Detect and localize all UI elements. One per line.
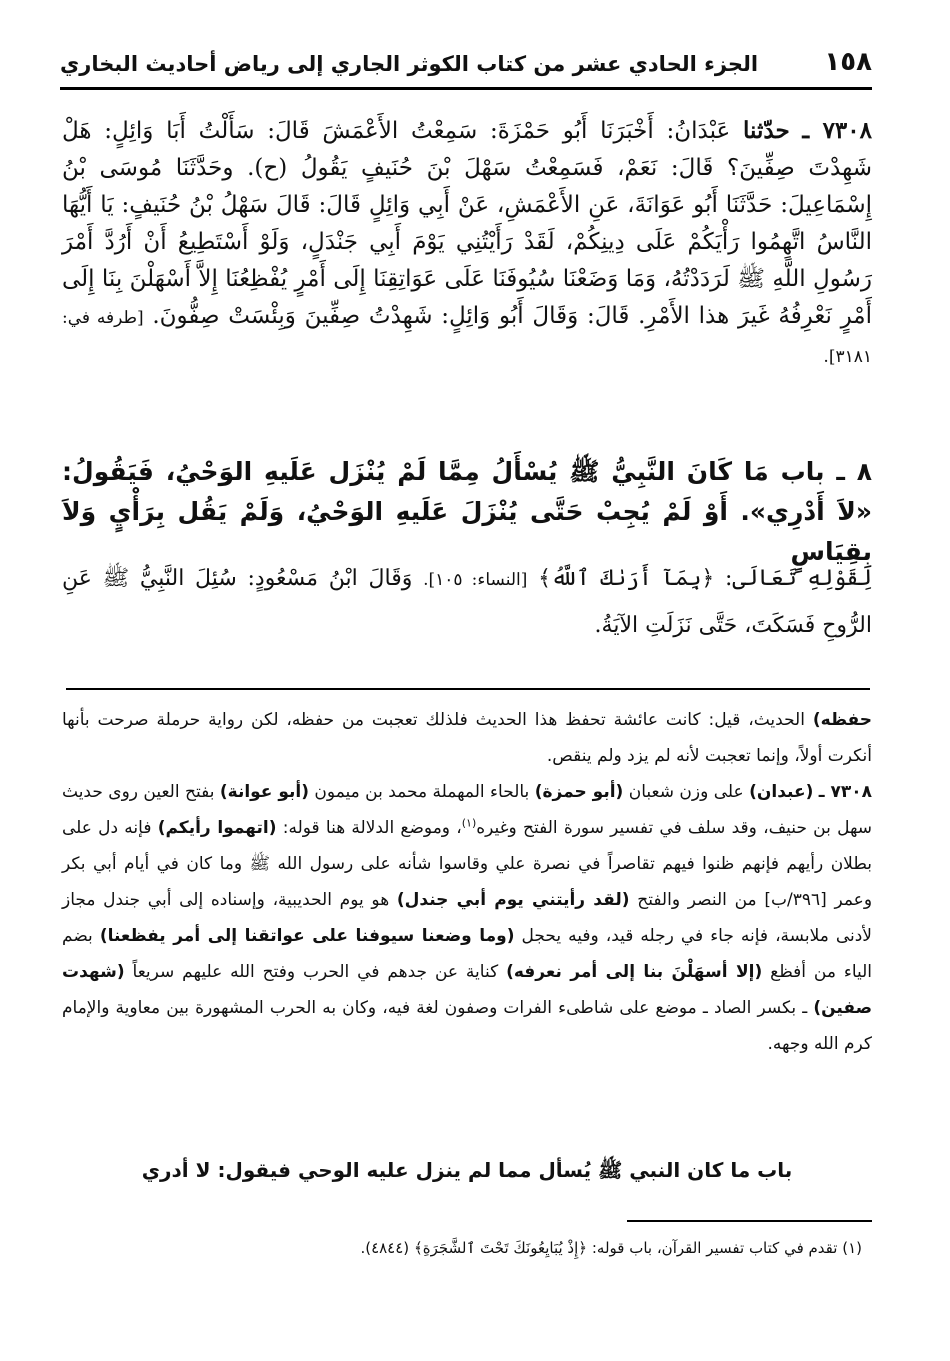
intro-text-after-ayah: وَقَالَ ابْنُ مَسْعُودٍ: سُئِلَ النَّبِيُّ ﷺ عَنِ الرُّوحِ فَسَكَتَ، حَتَّى نَزَلَتِ الآيَةُ. xyxy=(62,566,872,638)
commentary-paragraph xyxy=(62,774,872,1062)
page-number: ١٥٨ xyxy=(824,47,872,77)
hadith-cross-reference: [طرفه في: ٣١٨١]. xyxy=(62,308,872,367)
commentary-text: على وزن شعبان xyxy=(628,782,744,802)
hadith-opening: حدّثنا xyxy=(743,117,790,144)
quran-ayah: ﴿بِمَآ أَرَىٰكَ ٱللَّهُ﴾ xyxy=(538,566,715,591)
commentary-paragraph xyxy=(62,702,872,774)
commentary-text: كناية عن جدهم في الحرب وفتح الله عليهم سريعاً xyxy=(132,962,499,982)
hadith-7308 xyxy=(62,112,872,376)
commentary-text: هو يوم الحديبية، وإسناده إلى أبي جندل مجاز لأدنى ملابسة، فإنه جاء في رجله قيد، وفيه يحجل xyxy=(62,890,872,946)
commentary-text: بضم الياء من أفظع xyxy=(62,926,873,982)
commentary-text: الحديث، قيل: كانت عائشة تحفظ هذا الحديث فلذلك تعجبت من حفظه، لكن رواية حرملة صرحت بأنها أنكرت أولاً، وإنما تعجبت لأنه لم يزد ولم ينقص. xyxy=(62,710,872,766)
next-chapter-heading: باب ما كان النبي ﷺ يُسأل مما لم ينزل عليه الوحي فيقول: لا أدري xyxy=(141,1158,793,1182)
commentary-keyword: (لقد رأيتني يوم أبي جندل) xyxy=(396,890,630,910)
commentary-keyword: (اتهموا رأيكم) xyxy=(157,818,277,838)
commentary-text: بفتح العين روى حديث سهل بن حنيف، وقد سلف في تفسير سورة الفتح وغيره xyxy=(62,782,873,838)
commentary-separator xyxy=(66,688,870,690)
commentary-hadith-number: ٧٣٠٨ ـ xyxy=(818,782,873,802)
page-header xyxy=(60,40,872,90)
hadith-text: عَبْدَانُ: أَخْبَرَنَا أَبُو حَمْزَةَ: سَمِعْتُ الأَعْمَشَ قَالَ: سَأَلْتُ أَبَا وَائِلٍ: هَلْ شَهِدْتَ صِفِّينَ؟ قَالَ: نَعَمْ، فَسَمِعْتُ سَهْلَ بْنَ حُنَيفٍ يَقُولُ (ح). وحَدَّثَنَا مُوسَى بْنُ إِسْمَاعِيلَ: حَدَّثَنَا أَبُو عَوَانَةَ، عَنِ الأَعْمَشِ، عَنْ أَبِي وَائِلٍ قَالَ: قَالَ سَهْلُ بْنُ حُنَيفٍ: يَا أَيُّهَا النَّاسُ اتَّهِمُوا رَأْيَكُمْ عَلَى دِينِكُمْ، لَقَدْ رَأَيْتُنِي يَوْمَ أَبِي جَنْدَلٍ، وَلَوْ أَسْتَطِيعُ أَنْ أَرُدَّ أَمْرَ رَسُولِ اللَّهِ ﷺ لَرَدَدْتُهُ، وَمَا وَضَعْنَا سُيُوفَنَا عَلَى عَوَاتِقِنَا إِلَى أَمْرٍ يُفْظِعُنَا إِلاَّ أَسْهَلْنَ بِنَا إِلَى أَمْرٍ نَعْرِفُهُ غَيرَ هذا الأَمْرِ. قَالَ: وَقَالَ أَبُو وَائِلٍ: شَهِدْتُ صِفِّينَ وَبِئْسَتْ صِفُّونَ. xyxy=(62,118,872,329)
intro-text-before-ayah: لِقَوْلِهِ تَعَالَى: xyxy=(724,566,872,591)
commentary-keyword: (وما وضعنا سيوفنا على عواتقنا إلى أمر يفظعنا) xyxy=(99,926,515,946)
footnote-ayah: ﴿إِذْ يُبَايِعُونَكَ تَحْتَ ٱلشَّجَرَةِ﴾ xyxy=(413,1239,588,1257)
commentary-text: فإنه دل على بطلان رأيهم فإنهم ظنوا فيهم تقاصراً في نصرة علي وقاسوا شأنه على رسول الله ﷺ وما كان في أيام أبي بكر وعمر [٣٩٦/ب] من النصر والفتح xyxy=(62,818,873,910)
footnote xyxy=(62,1232,862,1264)
commentary-keyword: (إلا أسهَلْنَ بنا إلى أمر نعرفه) xyxy=(506,962,763,982)
commentary-text: ، وموضع الدلالة هنا قوله: xyxy=(282,818,462,838)
footnote-reference: (٤٨٤٤). xyxy=(360,1239,410,1257)
footnote-number: (١) xyxy=(842,1239,862,1257)
hadith-number: ٧٣٠٨ ـ xyxy=(802,117,872,144)
footnote-marker[interactable]: (١) xyxy=(461,816,477,830)
footnote-separator xyxy=(627,1220,872,1222)
commentary-keyword: (أبو حمزة) xyxy=(534,782,624,802)
commentary-text: ـ بكسر الصاد ـ موضع على شاطىء الفرات وصفون لغة فيه، وكان به الحرب المشهورة بين معاوية والإمام كرم الله وجهه. xyxy=(62,998,872,1054)
commentary-keyword: حفظه) xyxy=(812,710,872,730)
chapter-heading: ٨ ـ باب مَا كَانَ النَّبِيُّ ﷺ يُسْأَلُ مِمَّا لَمْ يُنْزَل عَلَيهِ الوَحْيُ، فَيَقُولُ: «لاَ أَدْرِي». أَوْ لَمْ يُجِبْ حَتَّى يُنْزَلَ عَلَيهِ الوَحْيُ، وَلَمْ يَقُل بِرَأْيٍ وَلاَ بِقِيَاسٍ xyxy=(62,457,872,566)
commentary-keyword: (شهدت صفين) xyxy=(62,962,872,1018)
commentary-keyword: (أبو عوانة) xyxy=(219,782,309,802)
running-title: الجزء الحادي عشر من كتاب الكوثر الجاري إلى رياض أحاديث البخاري xyxy=(60,52,759,76)
ayah-reference: [النساء: ١٠٥]. xyxy=(423,570,528,590)
chapter-intro xyxy=(62,556,872,648)
footnote-text: تقدم في كتاب تفسير القرآن، باب قوله: xyxy=(591,1239,838,1257)
commentary-block xyxy=(62,702,872,1062)
commentary-text: بالحاء المهملة محمد بن ميمون xyxy=(314,782,530,802)
commentary-keyword: (عبدان) xyxy=(749,782,814,802)
